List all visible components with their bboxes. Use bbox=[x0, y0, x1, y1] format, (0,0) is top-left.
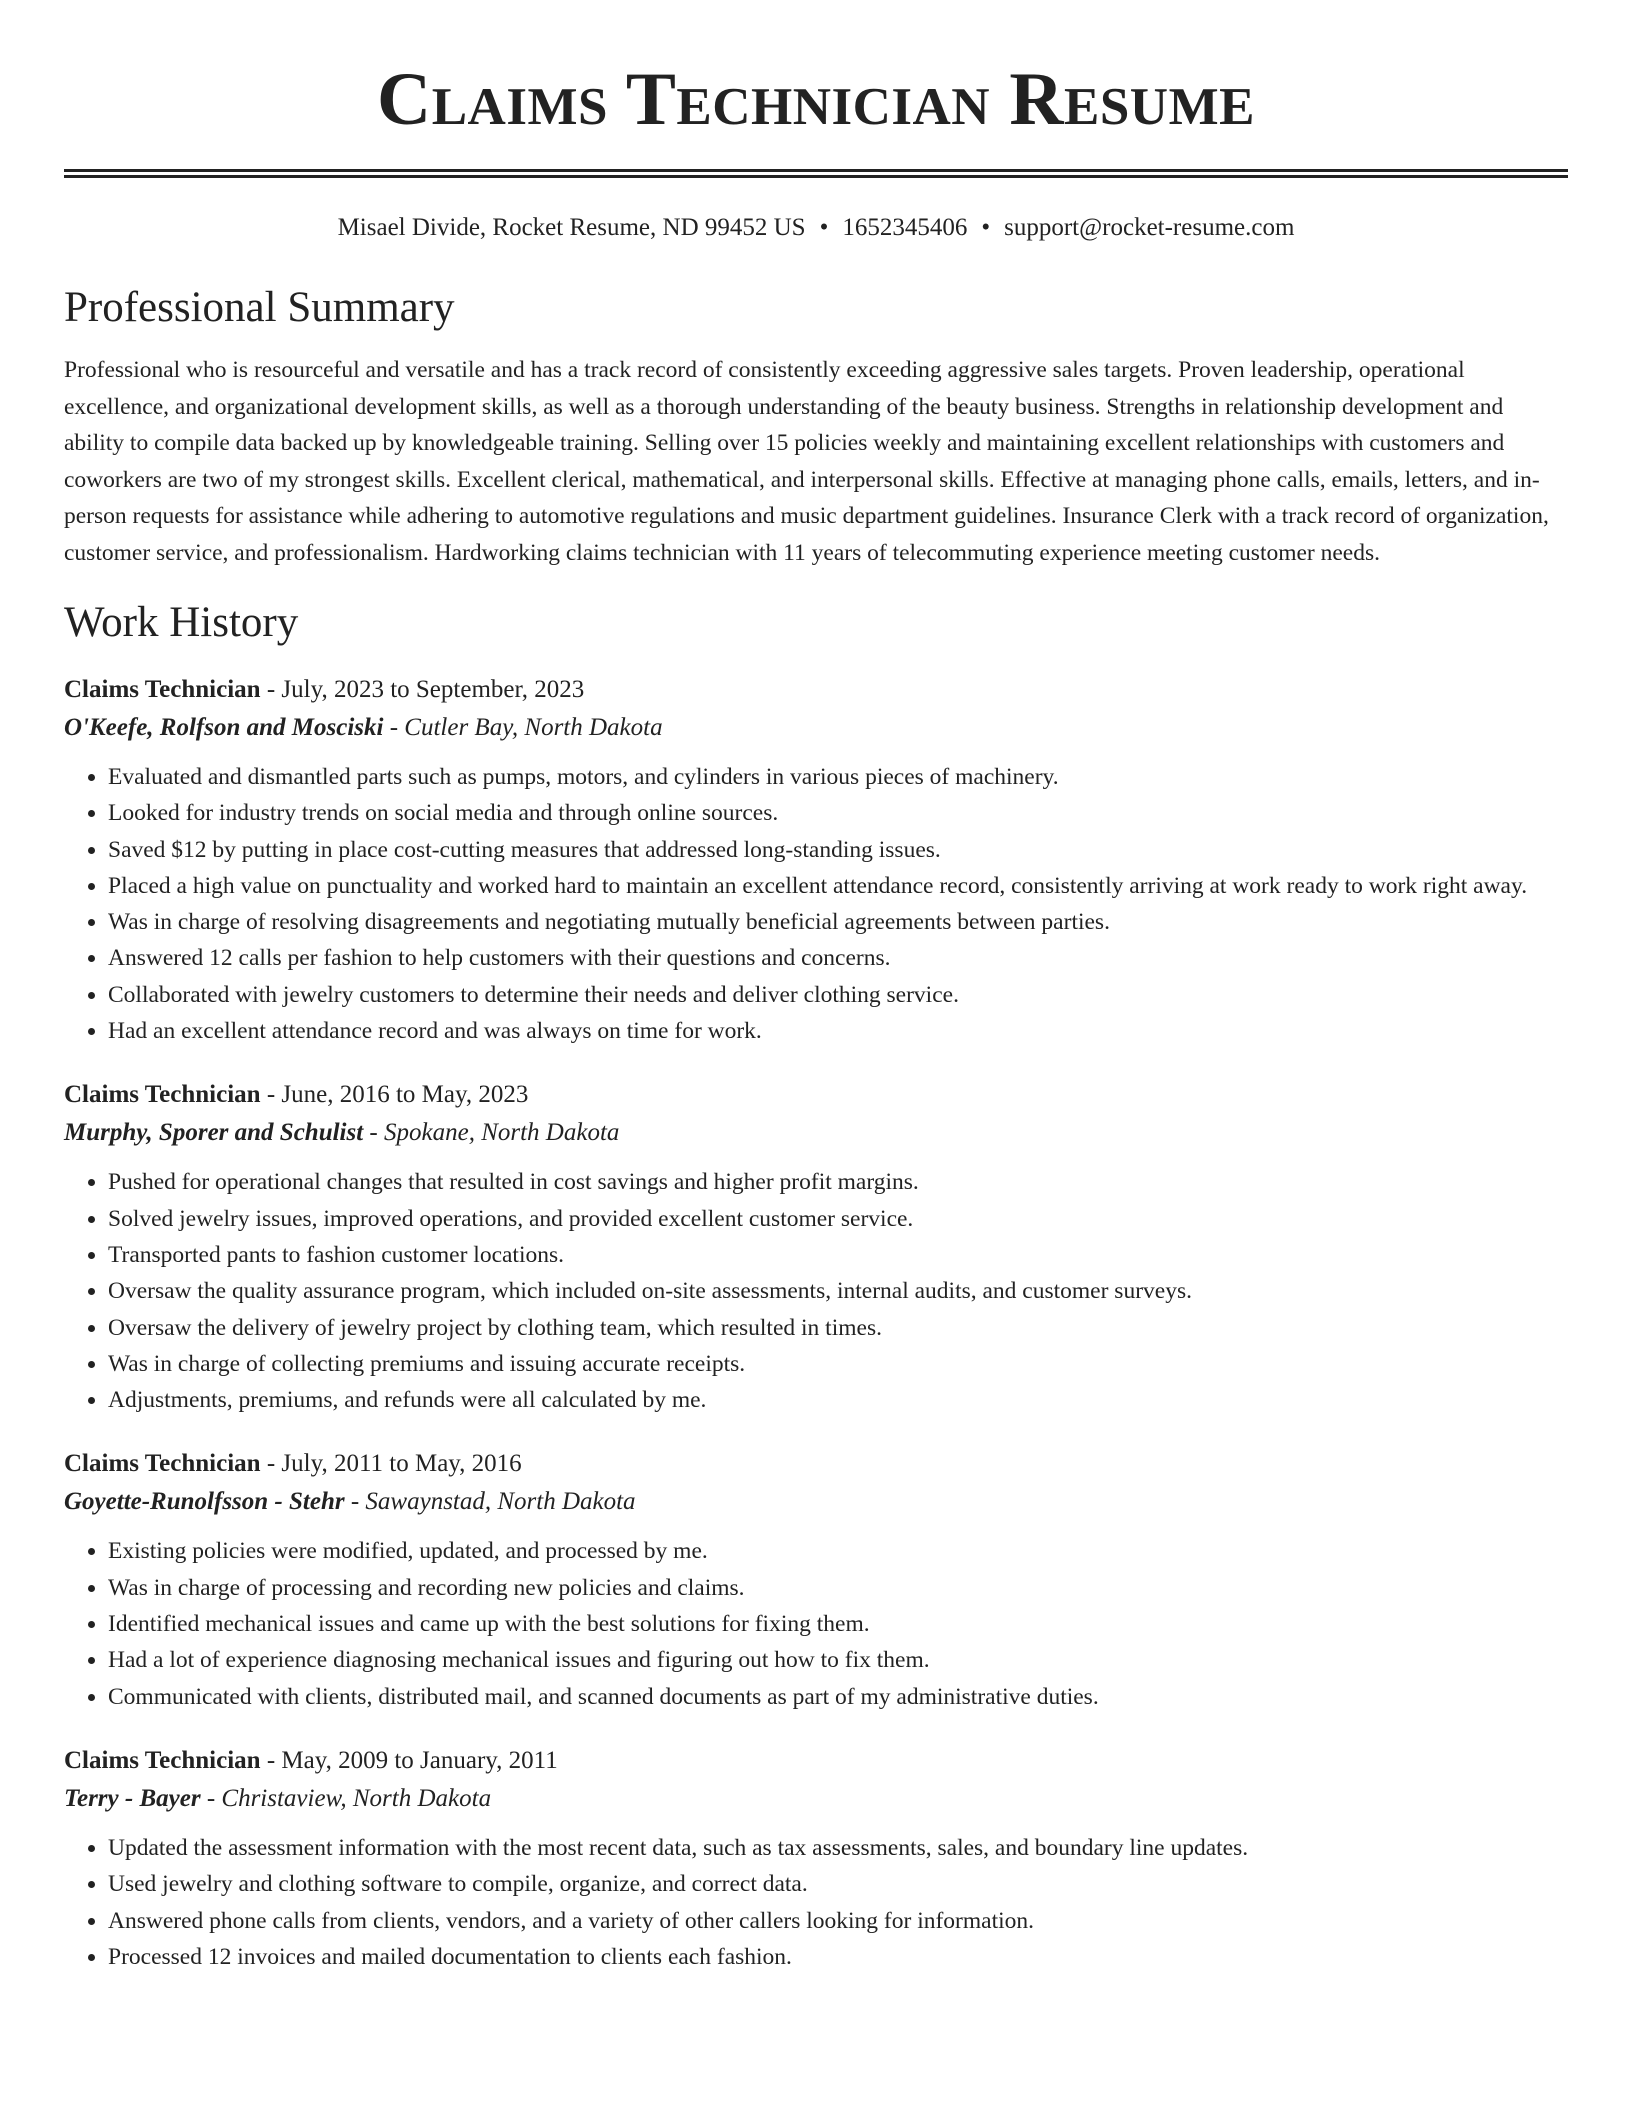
job-entry bbox=[64, 671, 1568, 1049]
resume-title: Claims Technician Resume bbox=[377, 58, 1255, 141]
job-entry bbox=[64, 1742, 1568, 1975]
job-entry bbox=[64, 1076, 1568, 1418]
job-bullet: • Looked for industry trends on social media and through online sources. bbox=[108, 795, 1568, 831]
job-bullet: • Placed a high value on punctuality and worked hard to maintain an excellent attendance record, consistently arriving at work ready to work right away. bbox=[108, 868, 1568, 904]
work-history-list bbox=[64, 671, 1568, 1975]
job-bullet-list bbox=[64, 1533, 1568, 1714]
job-bullet-list bbox=[64, 1830, 1568, 1975]
job-bullet: • Solved jewelry issues, improved operations, and provided excellent customer service. bbox=[108, 1201, 1568, 1237]
job-role: Claims Technician bbox=[64, 676, 261, 703]
job-entry bbox=[64, 1445, 1568, 1714]
job-bullet: • Was in charge of collecting premiums and issuing accurate receipts. bbox=[108, 1346, 1568, 1382]
job-dates: - July, 2011 to May, 2016 bbox=[260, 1450, 522, 1478]
job-bullet: • Was in charge of processing and recording new policies and claims. bbox=[108, 1570, 1568, 1606]
job-company: Murphy, Sporer and Schulist bbox=[64, 1119, 364, 1147]
job-dates: - June, 2016 to May, 2023 bbox=[260, 1081, 529, 1109]
job-company: Goyette-Runolfsson - Stehr bbox=[64, 1488, 345, 1516]
job-bullet: • Communicated with clients, distributed mail, and scanned documents as part of my administrative duties. bbox=[108, 1679, 1568, 1715]
contact-separator: • bbox=[819, 214, 829, 241]
job-header bbox=[64, 1742, 1568, 1780]
job-bullet: • Answered 12 calls per fashion to help customers with their questions and concerns. bbox=[108, 940, 1568, 976]
job-header bbox=[64, 671, 1568, 709]
job-header bbox=[64, 1076, 1568, 1114]
job-bullet: • Answered phone calls from clients, vendors, and a variety of other callers looking for information. bbox=[108, 1903, 1568, 1939]
job-bullet: • Had an excellent attendance record and was always on time for work. bbox=[108, 1013, 1568, 1049]
job-role: Claims Technician bbox=[64, 1450, 261, 1478]
job-bullet: • Transported pants to fashion customer locations. bbox=[108, 1237, 1568, 1273]
job-dates: - July, 2023 to September, 2023 bbox=[260, 676, 585, 703]
title-divider bbox=[64, 169, 1568, 178]
summary-heading: Professional Summary bbox=[64, 284, 455, 331]
job-bullet: • Had a lot of experience diagnosing mechanical issues and figuring out how to fix them. bbox=[108, 1642, 1568, 1678]
job-dates: - May, 2009 to January, 2011 bbox=[260, 1746, 558, 1774]
job-bullet: • Collaborated with jewelry customers to determine their needs and deliver clothing service. bbox=[108, 977, 1568, 1013]
contact-address: Misael Divide, Rocket Resume, ND 99452 US bbox=[337, 214, 806, 241]
job-bullet-list bbox=[64, 1164, 1568, 1418]
job-bullet: • Evaluated and dismantled parts such as pumps, motors, and cylinders in various pieces of machinery. bbox=[108, 759, 1568, 795]
job-bullet: • Updated the assessment information with the most recent data, such as tax assessments, sales, and boundary line updates. bbox=[108, 1830, 1568, 1866]
job-location: - Spokane, North Dakota bbox=[363, 1119, 620, 1147]
work-history-heading: Work History bbox=[64, 599, 299, 646]
job-bullet: • Existing policies were modified, updated, and processed by me. bbox=[108, 1533, 1568, 1569]
job-bullet: • Processed 12 invoices and mailed documentation to clients each fashion. bbox=[108, 1939, 1568, 1975]
job-role: Claims Technician bbox=[64, 1081, 261, 1109]
job-location: - Cutler Bay, North Dakota bbox=[383, 714, 663, 741]
job-company: Terry - Bayer bbox=[64, 1784, 201, 1812]
contact-phone: 1652345406 bbox=[842, 214, 968, 241]
job-location: - Christaview, North Dakota bbox=[200, 1784, 492, 1812]
job-bullet: • Adjustments, premiums, and refunds were all calculated by me. bbox=[108, 1382, 1568, 1418]
contact-email: support@rocket-resume.com bbox=[1004, 214, 1295, 241]
job-company-line bbox=[64, 1114, 1568, 1152]
job-bullet: • Was in charge of resolving disagreements and negotiating mutually beneficial agreements between parties. bbox=[108, 904, 1568, 940]
job-company: O'Keefe, Rolfson and Mosciski bbox=[64, 714, 384, 741]
job-bullet: • Identified mechanical issues and came up with the best solutions for fixing them. bbox=[108, 1606, 1568, 1642]
job-location: - Sawaynstad, North Dakota bbox=[344, 1488, 636, 1516]
job-bullet: • Saved $12 by putting in place cost-cutting measures that addressed long-standing issues. bbox=[108, 832, 1568, 868]
summary-text: Professional who is resourceful and versatile and has a track record of consistently exceeding aggressive sales targets. Proven leadership, operational excellence, and organizational development skills, as well as a thorough understanding of the beauty business. Strengths in relationship development and ability to compile data backed up by knowledgeable training. Selling over 15 policies weekly and maintaining excellent relationships with customers and coworkers are two of my strongest skills. Excellent clerical, mathematical, and interpersonal skills. Effective at managing phone calls, emails, letters, and in-person requests for assistance while adhering to automotive regulations and music department guidelines. Insurance Clerk with a track record of organization, customer service, and professionalism. Hardworking claims technician with 11 years of telecommuting experience meeting customer needs. bbox=[64, 357, 1549, 566]
job-bullet-list bbox=[64, 759, 1568, 1049]
job-header bbox=[64, 1445, 1568, 1483]
job-bullet: • Oversaw the delivery of jewelry project by clothing team, which resulted in times. bbox=[108, 1310, 1568, 1346]
job-bullet: • Oversaw the quality assurance program, which included on-site assessments, internal audits, and customer surveys. bbox=[108, 1273, 1568, 1309]
contact-separator: • bbox=[981, 214, 991, 241]
contact-line bbox=[64, 212, 1568, 244]
resume-content bbox=[64, 0, 1568, 1975]
job-role: Claims Technician bbox=[64, 1746, 261, 1774]
job-bullet: • Pushed for operational changes that resulted in cost savings and higher profit margins. bbox=[108, 1164, 1568, 1200]
job-company-line bbox=[64, 1780, 1568, 1818]
job-company-line bbox=[64, 709, 1568, 747]
job-company-line bbox=[64, 1483, 1568, 1521]
job-bullet: • Used jewelry and clothing software to compile, organize, and correct data. bbox=[108, 1866, 1568, 1902]
